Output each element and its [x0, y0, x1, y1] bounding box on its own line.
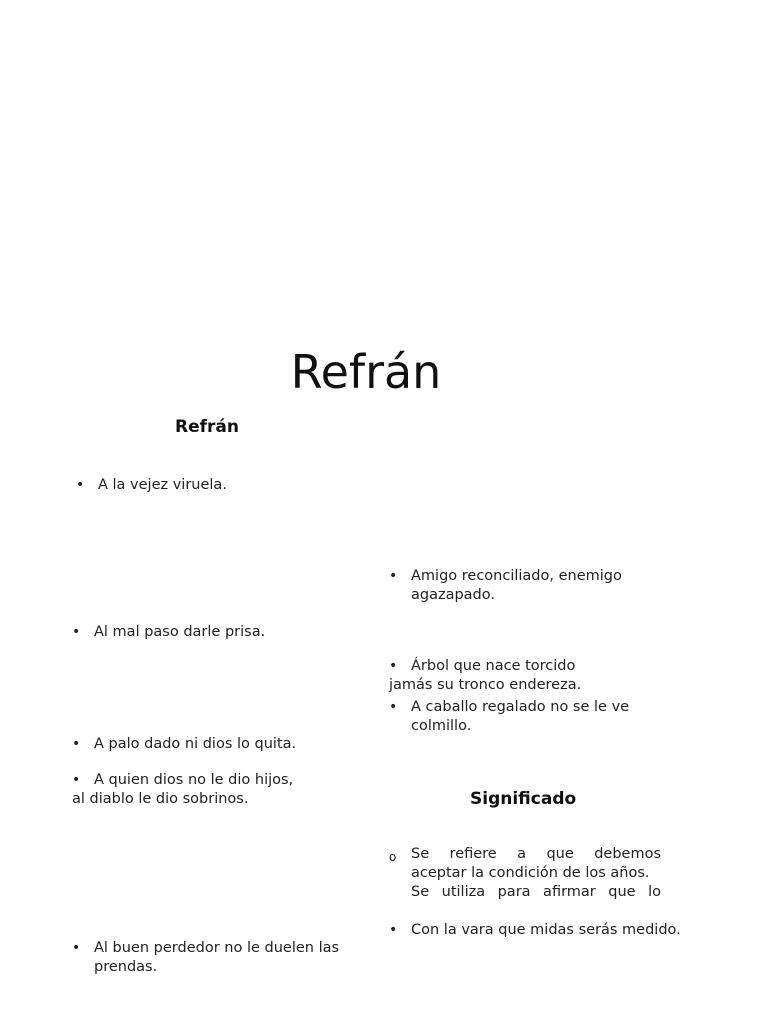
list-item-vejez: [76, 476, 348, 495]
significado-heading: Significado: [470, 789, 577, 809]
list-item-text: Amigo reconciliado, enemigo agazapado.: [411, 568, 622, 603]
list-item-text: Al mal paso darle prisa.: [94, 624, 266, 640]
bullet-icon: •: [76, 477, 85, 493]
list-item-amigo: [389, 567, 681, 605]
meaning-line-2: aceptar la condición de los años.: [411, 865, 650, 881]
bullet-icon: •: [389, 699, 398, 715]
list-item-quien-dios: [72, 771, 332, 809]
bullet-icon: •: [389, 922, 398, 938]
list-item-text: A la vejez viruela.: [98, 477, 227, 493]
page-title: Refrán: [290, 345, 442, 399]
bullet-icon: •: [389, 658, 398, 674]
list-item-arbol: [389, 657, 659, 695]
list-item-caballo: [389, 698, 681, 736]
list-item-text-line1: A quien dios no le dio hijos,: [94, 772, 294, 788]
meaning-item: [389, 845, 661, 902]
list-item-text: Al buen perdedor no le duelen las prendas.: [94, 940, 340, 975]
list-item-text-line2: al diablo le dio sobrinos.: [72, 791, 249, 807]
bullet-icon: •: [72, 736, 81, 752]
list-item-mal-paso: [72, 623, 344, 642]
list-item-text-line2: jamás su tronco endereza.: [389, 677, 582, 693]
list-item-text: A caballo regalado no se le ve colmillo.: [411, 699, 630, 734]
list-item-buen-perdedor: [72, 939, 356, 977]
meaning-line-1: Se refiere a que debemos: [411, 846, 661, 862]
list-item-palo-dado: [72, 735, 354, 754]
circle-bullet-icon: o: [389, 850, 397, 864]
list-item-vara: [389, 921, 681, 940]
bullet-icon: •: [389, 568, 398, 584]
list-item-text: Con la vara que midas serás medido.: [411, 922, 681, 938]
bullet-icon: •: [72, 940, 81, 956]
bullet-icon: •: [72, 772, 81, 788]
meaning-line-3: Se utiliza para afirmar que lo: [411, 884, 661, 900]
list-item-text-line1: Árbol que nace torcido: [411, 658, 576, 674]
bullet-icon: •: [72, 624, 81, 640]
refran-heading: Refrán: [175, 417, 239, 437]
list-item-text: A palo dado ni dios lo quita.: [94, 736, 297, 752]
